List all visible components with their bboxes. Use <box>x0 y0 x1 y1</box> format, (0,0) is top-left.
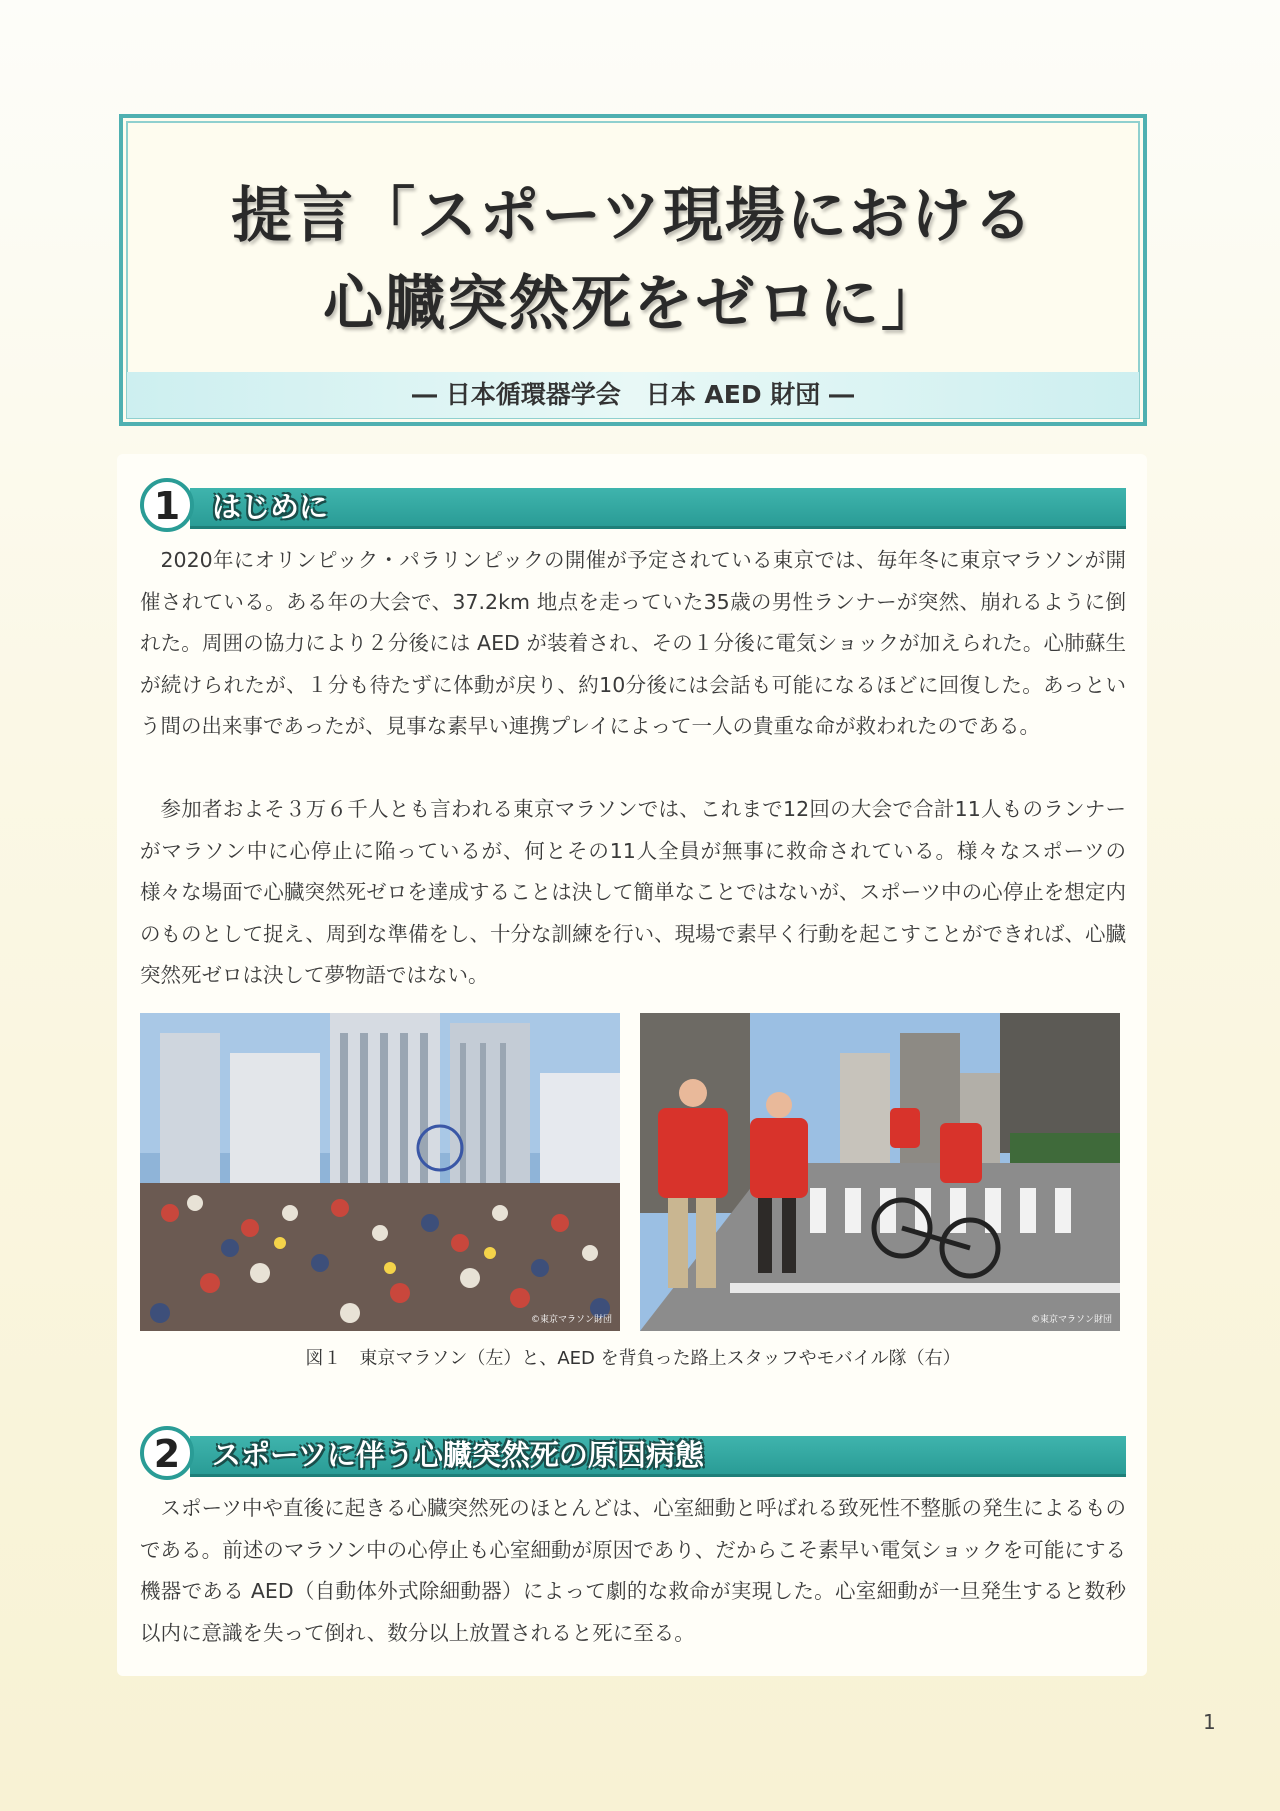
section-1-heading <box>140 478 1126 538</box>
section-1-title: はじめに <box>212 490 329 524</box>
section-1-bar <box>190 488 1126 529</box>
authors-band: ― 日本循環器学会 日本 AED 財団 ― <box>127 372 1139 418</box>
left-photo-credit: ©東京マラソン財団 <box>530 1315 612 1325</box>
title-box <box>119 114 1147 426</box>
title-line-2: 心臓突然死をゼロに」 <box>323 269 943 339</box>
title-line-1: 提言「スポーツ現場における <box>231 181 1035 251</box>
marathon-crowd-photo <box>140 1013 620 1331</box>
section-1-paragraph-2: 参加者およそ３万６千人とも言われる東京マラソンでは、これまで12回の大会で合計11人ものランナーがマラソン中に心停止に陥っているが、何とその11人全員が無事に救命されている。様々なスポーツの様々な場面で心臓突然死ゼロを達成することは決して簡単なことではないが、スポーツ中の心停止を想定内のものとして捉え、周到な準備をし、十分な訓練を行い、現場で素早く行動を起こすことができれば、心臓突然死ゼロは決して夢物語ではない。 <box>140 797 1126 987</box>
section-2-heading <box>140 1426 1126 1486</box>
section-1-paragraph-1: 2020年にオリンピック・パラリンピックの開催が予定されている東京では、毎年冬に東京マラソンが開催されている。ある年の大会で、37.2km 地点を走っていた35歳の男性ランナーが突然、崩れるように倒れた。周囲の協力により２分後には AED が装着され、その１分後に電気ショックが加えられた。心肺蘇生が続けられたが、１分も待たずに体動が戻り、約10分後には会話も可能になるほどに回復した。あっという間の出来事であったが、見事な素早い連携プレイによって一人の貴重な命が救われたのである。 <box>140 548 1126 738</box>
section-1-number: 1 <box>140 478 194 532</box>
aed-staff-photo <box>640 1013 1120 1331</box>
section-2-title: スポーツに伴う心臓突然死の原因病態 <box>212 1438 704 1472</box>
section-2-number: 2 <box>140 1426 194 1480</box>
section-2-paragraph-1: スポーツ中や直後に起きる心臓突然死のほとんどは、心室細動と呼ばれる致死性不整脈の発生によるものである。前述のマラソン中の心停止も心室細動が原因であり、だからこそ素早い電気ショックを可能にする機器である AED（自動体外式除細動器）によって劇的な救命が実現した。心室細動が一旦発生すると数秒以内に意識を失って倒れ、数分以上放置されると死に至る。 <box>140 1496 1126 1645</box>
right-photo-credit: ©東京マラソン財団 <box>1030 1315 1112 1325</box>
page-number: 1 <box>1203 1710 1216 1734</box>
figure-1-caption: 図１ 東京マラソン（左）と、AED を背負った路上スタッフやモバイル隊（右） <box>305 1348 961 1369</box>
